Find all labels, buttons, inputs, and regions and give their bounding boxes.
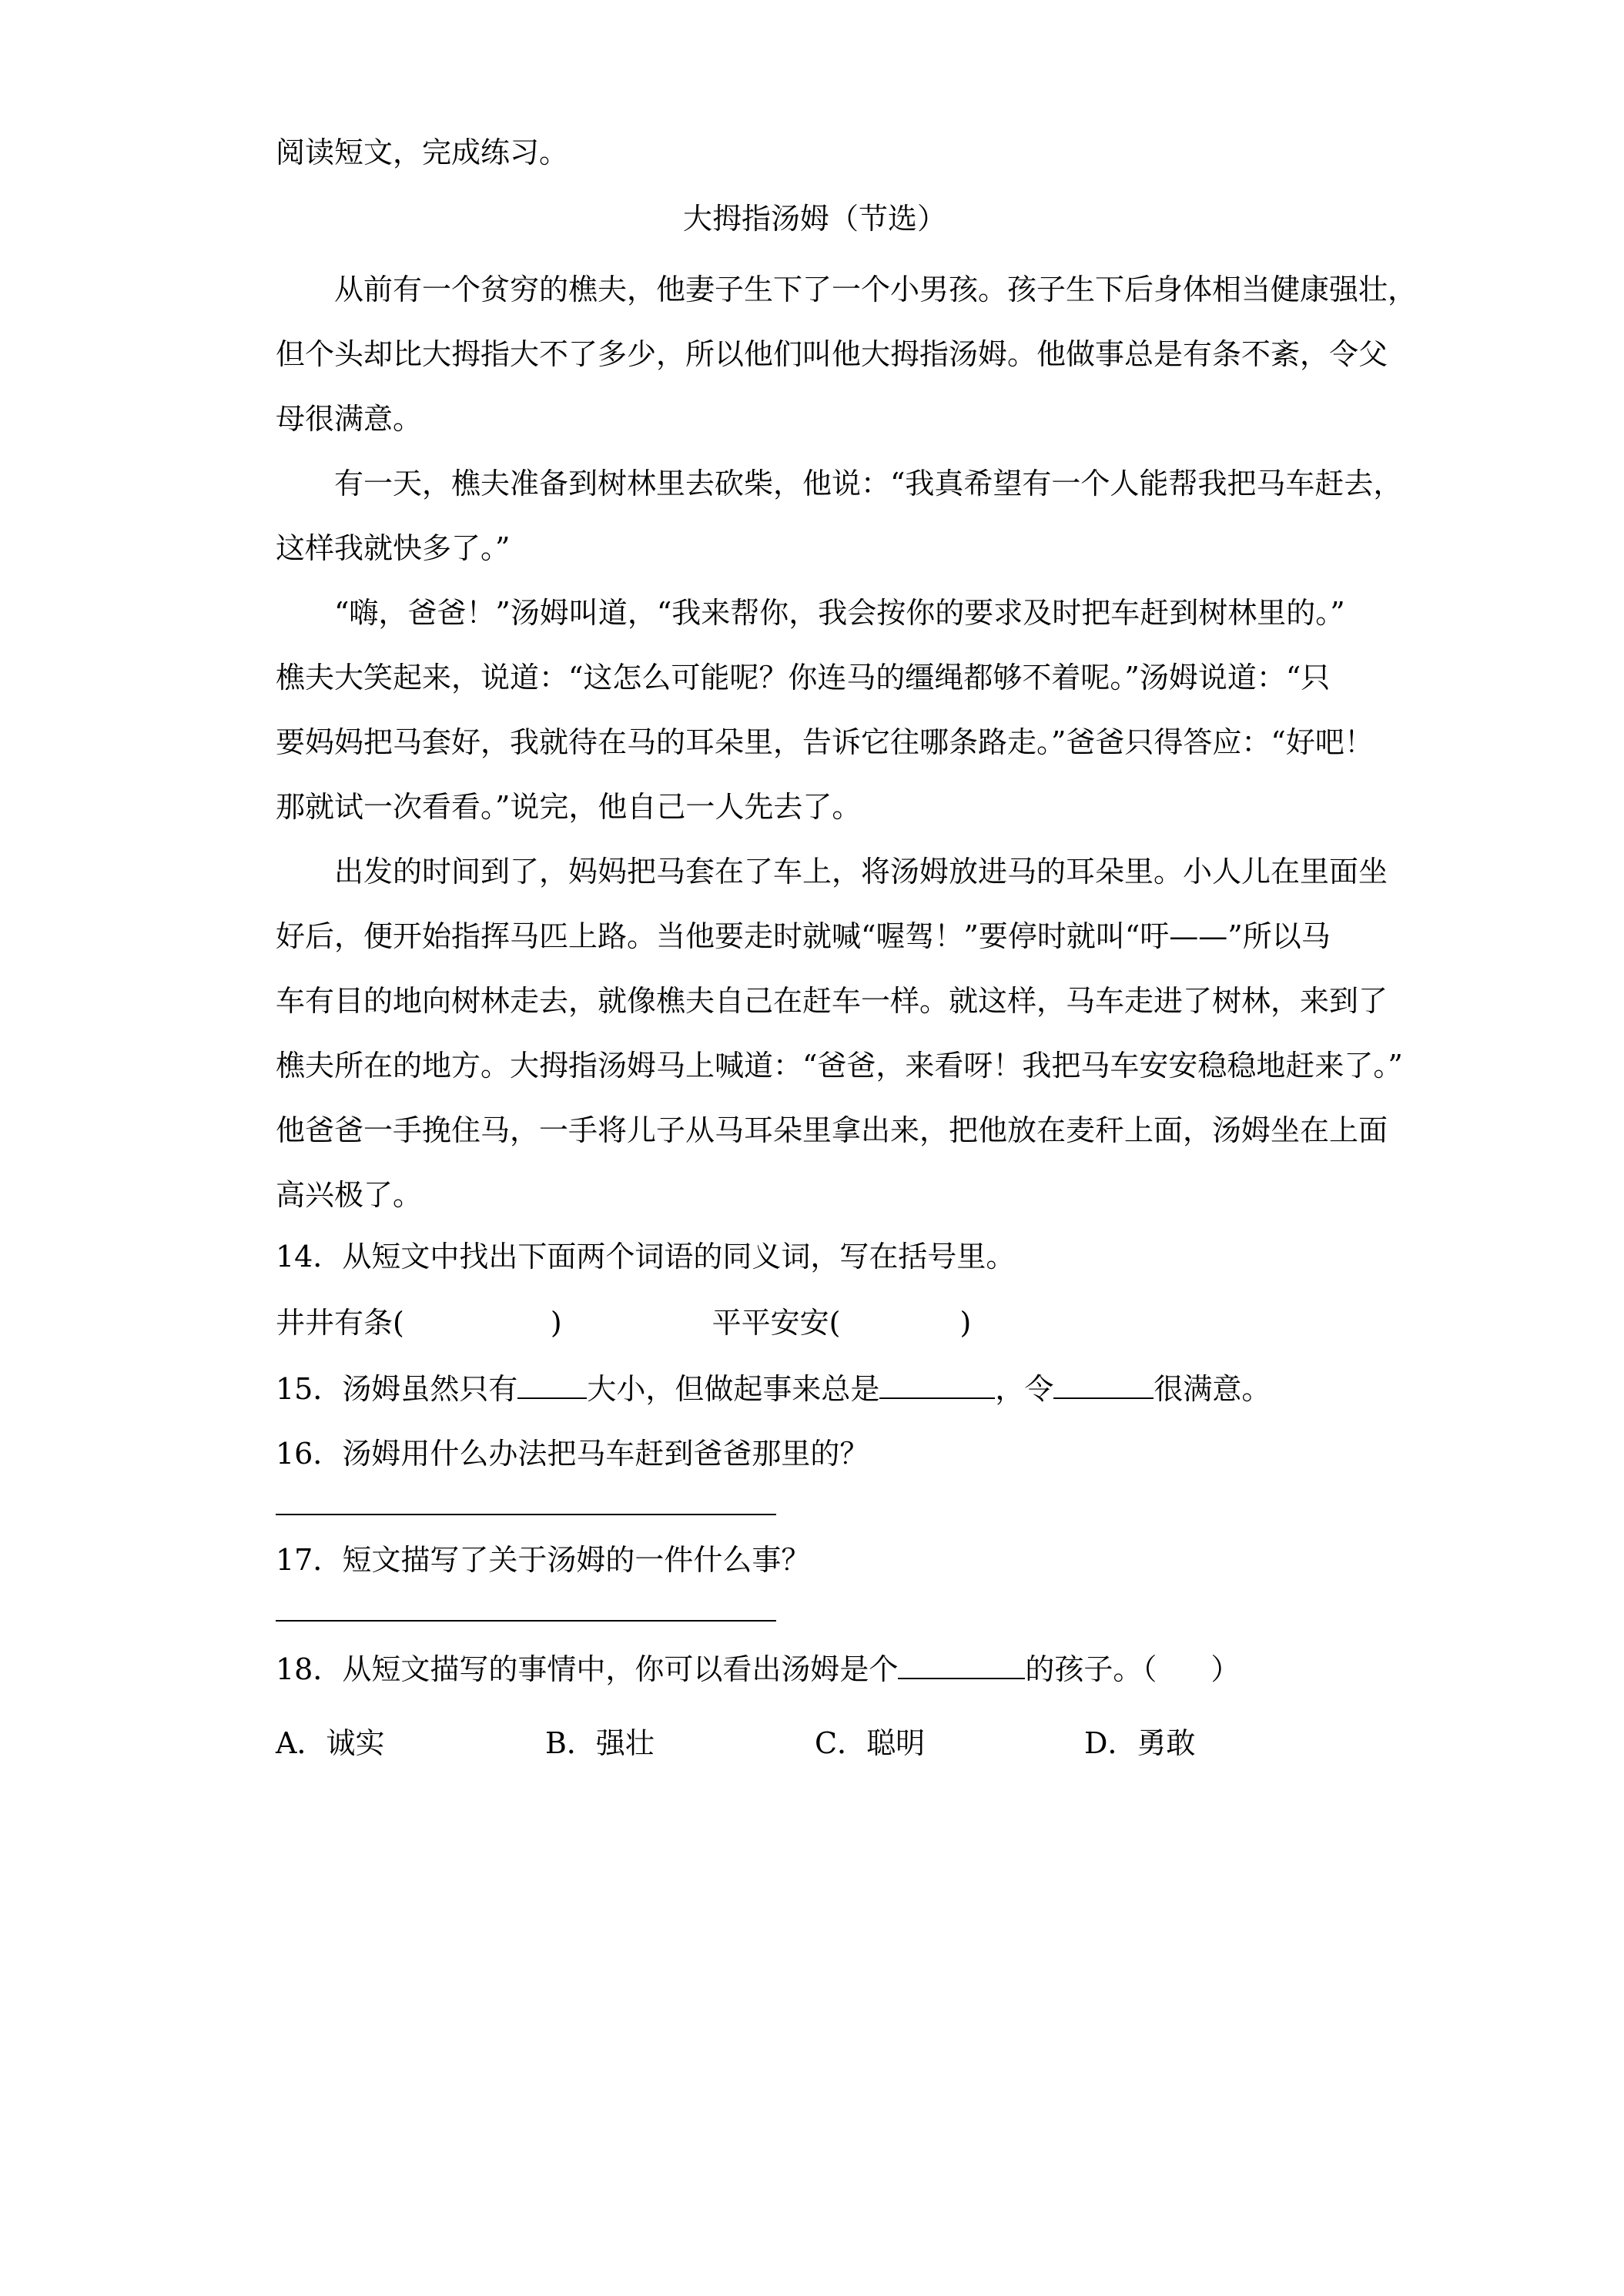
answer-line-17[interactable] [276,1589,776,1622]
paragraph-line: 但个头却比大拇指大不了多少，所以他们叫他大拇指汤姆。他做事总是有条不紊，令父 [276,337,1388,371]
choice-options [276,1722,1354,1765]
option-d[interactable]: D．勇敢 [1084,1726,1196,1760]
fill-blank-3[interactable] [1053,1371,1154,1399]
paragraph-2 [276,451,1403,581]
option-c[interactable]: C．聪明 [815,1726,926,1760]
paragraph-line: 母很满意。 [276,402,423,436]
answer-line-16[interactable] [276,1483,776,1515]
paragraph-line: 他爸爸一手挽住马，一手将儿子从马耳朵里拿出来，把他放在麦秆上面，汤姆坐在上面 [276,1113,1388,1147]
paragraph-line: “嗨，爸爸！”汤姆叫道，“我来帮你，我会按你的要求及时把车赶到树林里的。” [334,596,1345,630]
paragraph-line: 有一天，樵夫准备到树林里去砍柴，他说：“我真希望有一个人能帮我把马车赶去， [334,467,1403,500]
question-text: 15．汤姆虽然只有 [276,1372,518,1406]
question-17: 17．短文描写了关于汤姆的一件什么事？ [276,1543,811,1577]
question-text: ，令 [995,1372,1054,1406]
paragraph-line: 车有目的地向树林走去，就像樵夫自己在赶车一样。就这样，马车走进了树林，来到了 [276,984,1388,1018]
paragraph-line: 高兴极了。 [276,1178,423,1212]
option-a[interactable]: A．诚实 [276,1726,385,1760]
fill-blank-18[interactable] [898,1652,1025,1679]
question-16: 16．汤姆用什么办法把马车赶到爸爸那里的？ [276,1437,869,1471]
paragraph-line: 樵夫大笑起来，说道：“这怎么可能呢？你连马的缰绳都够不着呢。”汤姆说道：“只 [276,661,1331,694]
paragraph-line: 从前有一个贫穷的樵夫，他妻子生下了一个小男孩。孩子生下后身体相当健康强壮， [334,273,1418,306]
paragraph-line: 樵夫所在的地方。大拇指汤姆马上喊道：“爸爸，来看呀！我把马车安安稳稳地赶来了。” [276,1049,1403,1083]
paren-close: ) [550,1306,562,1340]
question-text: 大小，但做起事来总是 [587,1372,880,1406]
question-14-answers [276,1301,1354,1344]
fill-blank-2[interactable] [879,1371,995,1399]
synonym-word-1: 井井有条( [276,1306,404,1340]
option-b[interactable]: B．强壮 [545,1726,655,1760]
synonym-blank-2[interactable] [712,1301,972,1344]
paren-close: ) [959,1306,972,1340]
question-text: 很满意。 [1154,1372,1271,1406]
worksheet-page [276,131,1418,1765]
question-text: ） [1210,1652,1241,1686]
paragraph-line: 这样我就快多了。” [276,531,511,565]
fill-blank-1[interactable] [517,1371,587,1399]
paragraph-line: 好后，便开始指挥马匹上路。当他要走时就喊“喔驾！”要停时就叫“吁——”所以马 [276,919,1331,953]
synonym-word-2: 平平安安( [712,1306,841,1340]
paragraph-line: 要妈妈把马套好，我就待在马的耳朵里，告诉它往哪条路走。”爸爸只得答应：“好吧！ [276,725,1374,759]
question-text: 18．从短文描写的事情中，你可以看出汤姆是个 [276,1652,899,1686]
question-15 [276,1367,1354,1411]
question-18 [276,1648,1354,1691]
passage-title: 大拇指汤姆（节选） [682,202,946,236]
paragraph-1 [276,257,1418,451]
question-text: 的孩子。（ [1025,1652,1157,1686]
paragraph-4 [276,839,1403,1227]
question-14: 14．从短文中找出下面两个词语的同义词，写在括号里。 [276,1240,1016,1274]
paragraph-line: 出发的时间到了，妈妈把马套在了车上，将汤姆放进马的耳朵里。小人儿在里面坐 [334,855,1388,889]
paragraph-line: 那就试一次看看。”说完，他自己一人先去了。 [276,790,862,824]
instruction: 阅读短文，完成练习。 [276,136,569,169]
synonym-blank-1[interactable] [276,1301,562,1344]
paragraph-3 [276,581,1374,839]
